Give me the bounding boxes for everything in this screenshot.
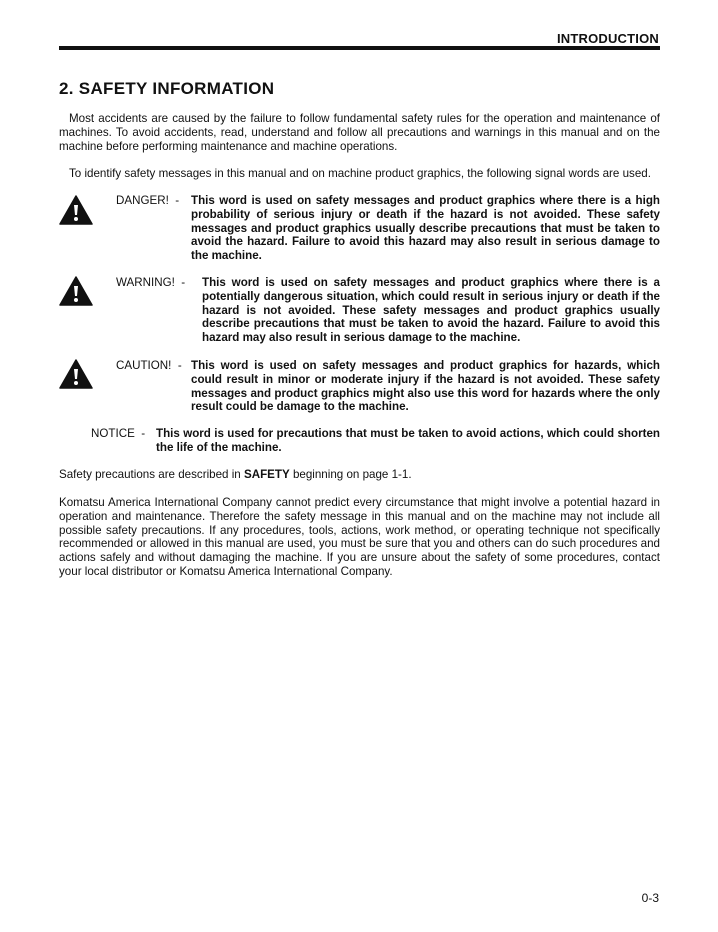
signal-words-intro: To identify safety messages in this manual and on machine product graphics, the following signal words are used. — [69, 167, 651, 180]
warning-triangle-icon — [59, 359, 93, 389]
page-number: 0-3 — [641, 891, 659, 905]
safety-reference: SAFETY — [243, 468, 290, 481]
notice-message — [59, 427, 660, 457]
notice-text: This word is used for precautions that must be taken to avoid actions, which could shorten the life of the machine. — [156, 427, 660, 454]
warning-text: This word is used on safety messages and product graphics where there is a potentially dangerous situation, which could result in serious injury or death if the hazard is not avoided. These safety messages and product graphics usually describe precautions that must be taken to avoid the hazard. Failure to avoid this hazard may also result in serious damage to the machine. — [202, 276, 660, 345]
section-title: 2. SAFETY INFORMATION — [59, 79, 275, 98]
intro-paragraph: Most accidents are caused by the failure to follow fundamental safety rules for the operation and maintenance of machines. To avoid accidents, read, understand and follow all precautions and warnings in this manual and on the machine before performing maintenance and machine operations. — [59, 112, 660, 153]
warning-triangle-icon — [59, 195, 93, 225]
danger-text: This word is used on safety messages and product graphics where there is a high probability of serious injury or death if the hazard is not avoided. These safety messages and product graphics usually describe precautions that must be taken to avoid the hazard. Failure to avoid this hazard may also result in serious damage to the machine. — [191, 194, 660, 263]
warning-message — [59, 276, 660, 346]
disclaimer-paragraph: Komatsu America International Company cannot predict every circumstance that might involve a potential hazard in operation and maintenance. Therefore the safety message in this manual and on the machine may not include all possible safety precautions. If any procedures, tools, actions, work method, or operating technique not specifically recommended or allowed in this manual are used, you must be sure that you and others can do such procedures and actions safely and without damaging the machine. If you are unsure about the safety of some procedures, contact your local distributor or Komatsu America International Company. — [59, 496, 660, 578]
header-rule — [59, 46, 660, 50]
danger-word: DANGER! - — [116, 194, 180, 207]
notice-word: NOTICE - — [91, 427, 146, 440]
precautions-reference: Safety precautions are described in SAFETY beginning on page 1-1. — [59, 468, 412, 481]
page-header-title: INTRODUCTION — [556, 31, 659, 46]
warning-triangle-icon — [59, 276, 93, 306]
warning-word: WARNING! - — [116, 276, 186, 289]
caution-word: CAUTION! - — [116, 359, 182, 372]
danger-message — [59, 194, 660, 264]
caution-text: This word is used on safety messages and product graphics for hazards, which could result in minor or moderate injury if the hazard is not avoided. These safety messages and product graphics might also use this word for hazards where the only result could be damage to the machine. — [191, 359, 660, 414]
caution-message — [59, 359, 660, 417]
